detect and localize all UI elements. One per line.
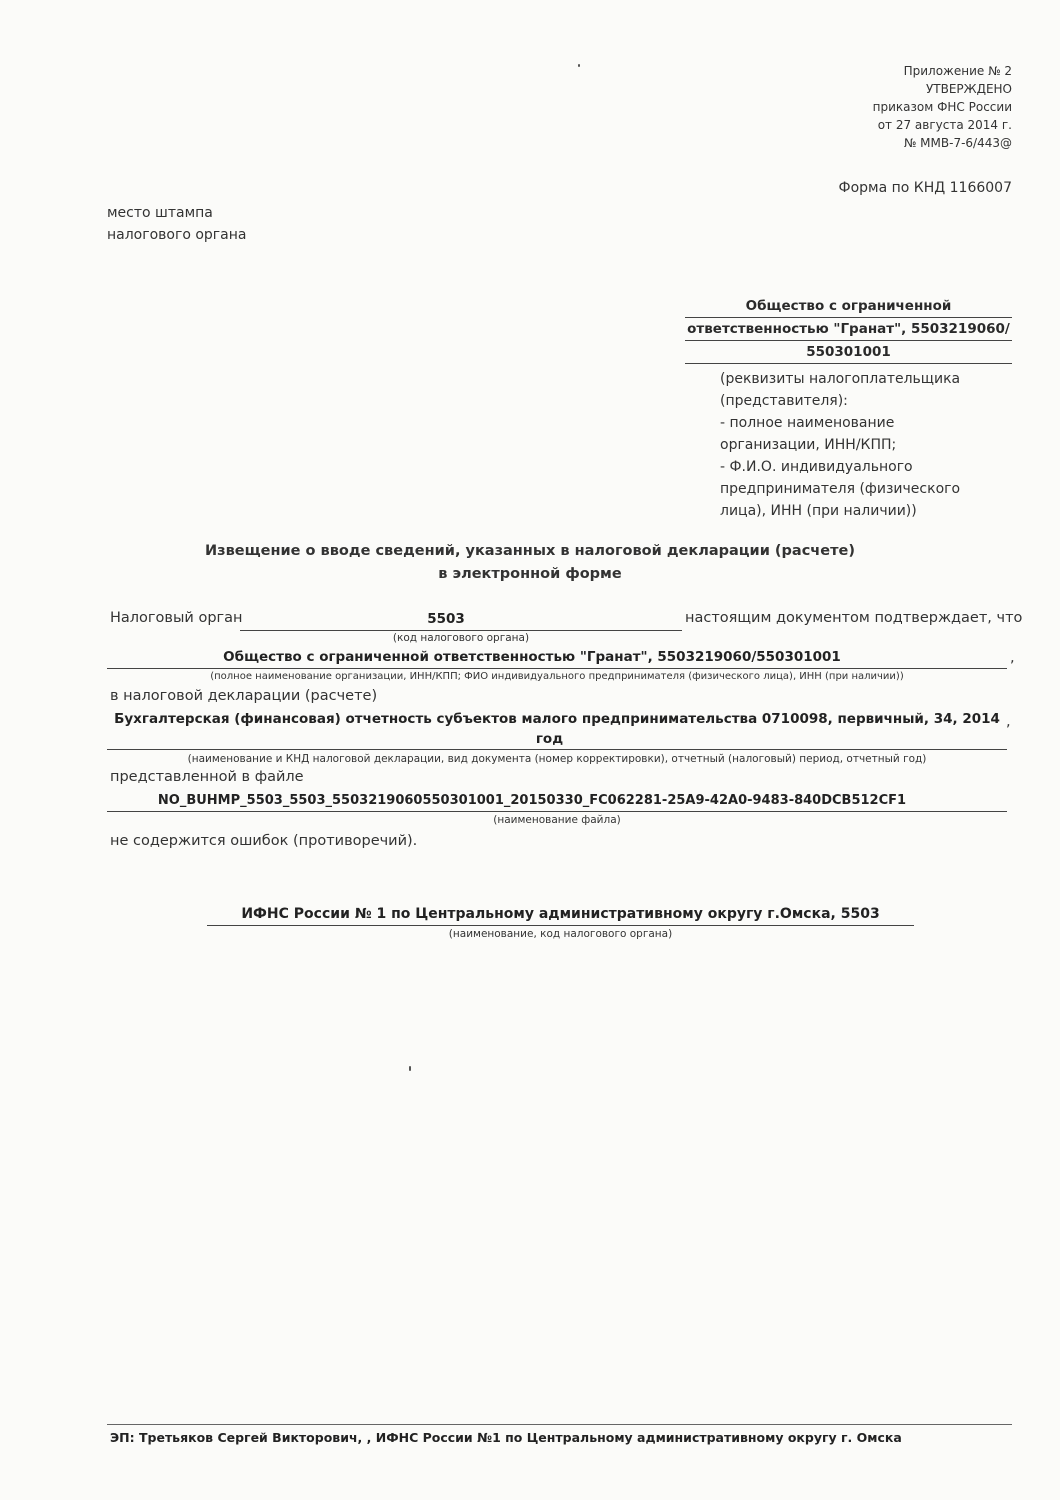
declaration-comma: , [1006,714,1011,730]
taxpayer-note-line: организации, ИНН/КПП; [720,437,897,453]
stamp-place-line2: налогового органа [107,227,247,243]
authority-caption: (наименование, код налогового органа) [448,928,673,940]
file-name: NO_BUHMP_5503_5503_5503219060550301001_20150330_FC062281-25A9-42A0-9483-840DCB512CF1 [157,793,907,808]
approval-block [873,62,1012,152]
scan-speck [578,64,580,67]
footer-divider [107,1424,1012,1425]
taxpayer-note-line: лица), ИНН (при наличии)) [720,503,917,519]
authority-field [207,903,914,926]
organization-comma: , [1010,650,1015,666]
document-title [0,540,1060,586]
order-issuer: приказом ФНС России [872,100,1012,114]
taxpayer-name-line2: ответственностью "Гранат", 5503219060/ [685,318,1012,341]
declaration-caption: (наименование и КНД налоговой декларации, вид документа (номер корректировки), отчетный (налоговый) период, отчетный год) [187,753,927,765]
organization-full-name: Общество с ограниченной ответственностью "Гранат", 5503219060/550301001 [223,649,841,665]
tax-authority-code: 5503 [427,611,465,627]
approved-label: УТВЕРЖДЕНО [925,82,1012,96]
order-number: № ММВ-7-6/443@ [903,136,1012,150]
declaration-field [107,709,1007,750]
taxpayer-note-line: предпринимателя (физического [720,481,961,497]
taxpayer-note-line: (реквизиты налогоплательщика [720,371,961,387]
appendix-number: Приложение № 2 [903,64,1012,78]
taxpayer-note [720,368,1012,522]
taxpayer-note-line: - полное наименование [720,415,895,431]
electronic-signature: ЭП: Третьяков Сергей Викторович, , ИФНС России №1 по Центральному административному округу г. Омска [110,1430,902,1445]
authority-name: ИФНС России № 1 по Центральному административному округу г.Омска, 5503 [241,906,880,922]
file-label: представленной в файле [110,769,304,785]
taxpayer-requisites [685,295,1012,522]
declaration-line1: Бухгалтерская (финансовая) отчетность субъектов малого предпринимательства 0710098, первичный, 34, 2014 [114,711,1000,727]
organization-field [107,647,1007,669]
stamp-place-line1: место штампа [107,205,213,221]
declaration-line2: год [535,731,564,747]
tax-authority-label: Налоговый орган [110,610,243,626]
taxpayer-name-line1: Общество с ограниченной [685,295,1012,318]
tax-authority-code-caption: (код налогового органа) [392,632,530,644]
scan-speck [409,1066,411,1071]
form-code: Форма по КНД 1166007 [838,180,1012,196]
order-date: от 27 августа 2014 г. [877,118,1012,132]
taxpayer-note-line: - Ф.И.О. индивидуального [720,459,913,475]
conclusion-text: не содержится ошибок (противоречий). [110,833,418,849]
title-line1: Извещение о вводе сведений, указанных в налоговой декларации (расчете) [205,543,855,559]
title-line2: в электронной форме [438,566,622,582]
file-caption: (наименование файла) [493,814,621,826]
organization-caption: (полное наименование организации, ИНН/КПП; ФИО индивидуального предпринимателя (физического лица), ИНН (при наличии)) [210,671,904,682]
in-declaration-label: в налоговой декларации (расчете) [110,688,378,704]
confirms-text: настоящим документом подтверждает, что [685,610,1023,626]
tax-authority-code-field [240,608,682,631]
stamp-place [107,202,246,246]
file-field [107,790,1007,812]
taxpayer-name-line3: 550301001 [685,341,1012,364]
taxpayer-note-line: (представителя): [720,393,848,409]
